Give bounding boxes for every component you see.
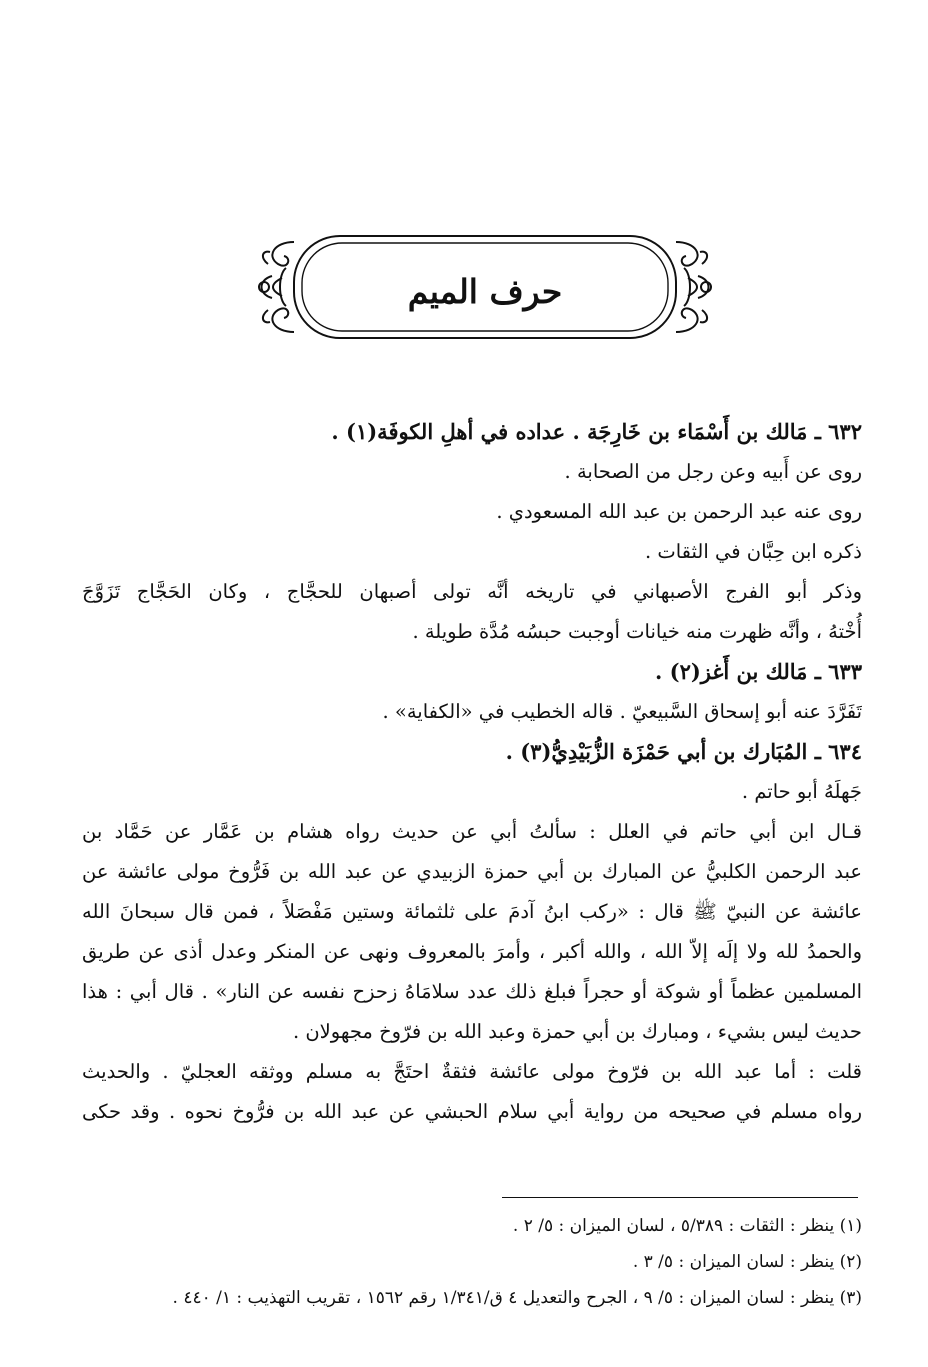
text-line: عائشة عن النبيّ ﷺ قال : «ركب ابنُ آدمَ على ثلثمائة وستين مَفْصَلاً ، فمن قال سبحانَ الله [82,900,862,923]
footnote: (١) ينظر : الثقات : ٥/٣٨٩ ، لسان الميزان : ٥/ ٢ . [512,1216,862,1236]
footnote: (٣) ينظر : لسان الميزان : ٥/ ٩ ، الجرح والتعديل ٤ ق/١/٣٤١ رقم ١٥٦٢ ، تقريب التهذيب : ١/ ٤٤٠ . [172,1288,862,1308]
footnote-divider [502,1197,858,1198]
text-line: جَهلَهُ أبو حاتم . [741,780,862,803]
text-line: عبد الرحمن الكلبيُّ عن المبارك بن أبي حمزة الزبيدي عن عبد الله بن فَرُّوخ مولى عائشة عن [82,860,862,883]
entry-heading: ٦٣٤ ـ المُبَارك بن أبي حَمْزَة الزُّبَيْدِيُّ(٣) . [505,739,862,764]
footnotes [82,1208,862,1316]
text-line: حديث ليس بشيء ، ومبارك بن أبي حمزة وعبد الله بن فرّوخ مجهولان . [292,1020,862,1043]
text-line: أُخْتهُ ، وأنَّه ظهرت منه خيانات أوجبت حبسُه مُدَّة طويلة . [412,620,862,643]
text-line: روى عنه عبد الرحمن بن عبد الله المسعودي . [496,500,862,523]
text-line: ذكره ابن حِبَّان في الثقات . [644,540,862,563]
text-line: المسلمين عظماً أو شوكة أو حجراً فبلغ ذلك عدد سلامَاهُ زحزح نفسه عن النار» . قال أبي : هذا [82,980,862,1003]
entry-heading: ٦٣٢ ـ مَالك بن أَسْمَاء بن خَارِجَة . عداده في أهلِ الكوفَة(١) . [331,419,862,444]
entry-heading: ٦٣٣ ـ مَالك بن أَغز(٢) . [655,659,862,684]
text-line: والحمدُ لله ولا إلَه إلاّ الله ، والله أكبر ، وأمرَ بالمعروف ونهى عن المنكر وعدل أذى عن طريق [82,940,862,963]
text-line: قـال ابن أبي حاتم في العلل : سألتُ أبي عن حديث رواه هشام بن عَمَّار عن حَمَّاد بن [82,820,862,843]
text-line: وذكر أبو الفرج الأصبهاني في تاريخه أنَّه تولى أصبهان للحجَّاج ، وكان الحَجَّاج تَزَوَّجَ [82,580,862,603]
text-line: رواه مسلم في صحيحه من رواية أبي سلام الحبشي عن عبد الله بن فرُّوخ نحوه . وقد حكى [82,1100,862,1123]
footnote: (٢) ينظر : لسان الميزان : ٥/ ٣ . [632,1252,862,1272]
main-text [82,412,862,1132]
text-line: قلت : أما عبد الله بن فرّوخ مولى عائشة فثقةٌ احتَجَّ به مسلم ووثقه العجليّ . والحديث [82,1060,862,1083]
text-line: تَفَرَّدَ عنه أبو إسحاق السَّبيعيّ . قاله الخطيب في «الكفاية» . [382,700,862,723]
text-line: روى عن أَبيه وعن رجل من الصحابة . [564,460,862,483]
chapter-title-frame [252,228,718,346]
chapter-title: حرف الميم [407,272,563,311]
